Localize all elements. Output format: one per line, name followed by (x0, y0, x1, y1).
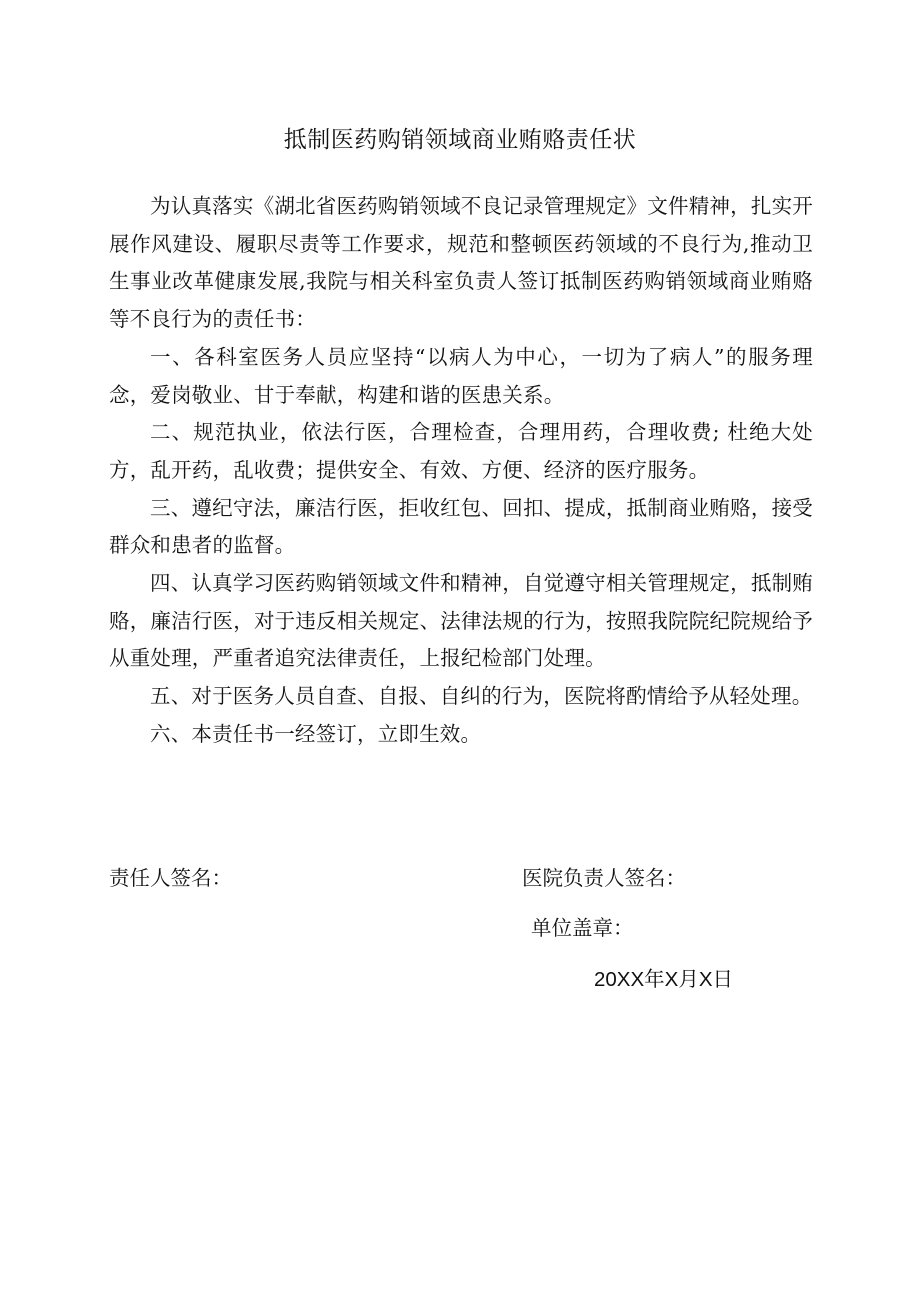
responsible-person-signature-label: 责任人签名： (109, 866, 232, 890)
hospital-head-signature-label: 医院负责人签名： (522, 866, 686, 890)
clause-4-paragraph: 四、认真学习医药购销领域文件和精神，自觉遵守相关管理规定，抵制贿赂，廉洁行医，对于违反相关规定、法律法规的行为，按照我院院纪院规给予从重处理，严重者追究法律责任，上报纪检部门处理。 (109, 571, 813, 671)
intro-paragraph: 为认真落实《湖北省医药购销领域不良记录管理规定》文件精神，扎实开展作风建设、履职尽责等工作要求，规范和整顿医药领域的不良行为,推动卫生事业改革健康发展,我院与相关科室负责人签订抵制医药购销领域商业贿赂等不良行为的责任书： (109, 194, 813, 332)
clause-3-paragraph: 三、遵纪守法，廉洁行医，拒收红包、回扣、提成，抵制商业贿赂，接受群众和患者的监督。 (109, 495, 813, 558)
clause-5-paragraph: 五、对于医务人员自查、自报、自纠的行为，医院将酌情给予从轻处理。 (150, 684, 813, 709)
unit-stamp-label: 单位盖章： (531, 916, 634, 940)
signature-date: 20XX年X月X日 (594, 968, 733, 991)
document-body (109, 188, 813, 754)
document-title: 抵制医药购销领域商业贿赂责任状 (283, 127, 637, 153)
clause-1-paragraph: 一、各科室医务人员应坚持“以病人为中心，一切为了病人”的服务理念，爱岗敬业、甘于奉献，构建和谐的医患关系。 (109, 344, 813, 407)
clause-2-paragraph: 二、规范执业，依法行医，合理检查，合理用药，合理收费; 杜绝大处方，乱开药，乱收费；提供安全、有效、方便、经济的医疗服务。 (109, 420, 813, 482)
clause-6-paragraph: 六、本责任书一经签订，立即生效。 (150, 721, 482, 746)
